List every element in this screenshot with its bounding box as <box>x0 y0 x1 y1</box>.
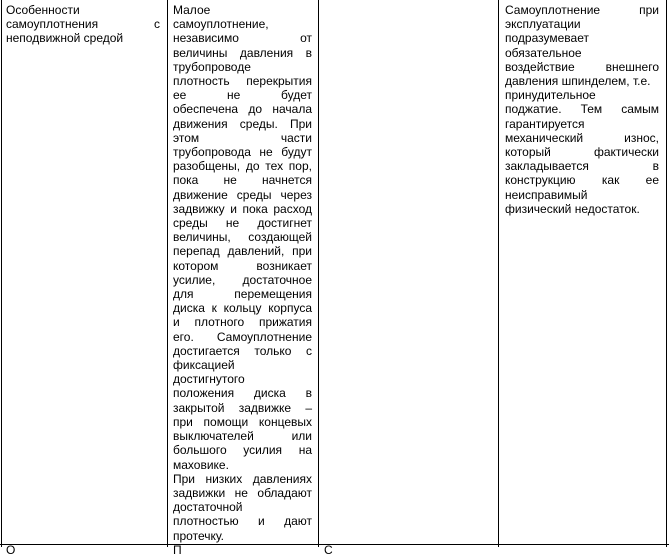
cell-line: который фактически <box>505 145 659 160</box>
cell-line: обеспечена до начала <box>173 102 312 117</box>
cell-line: трубопроводе <box>173 59 251 74</box>
cell-line: неподвижной средой <box>6 31 124 46</box>
next-row-fragment: С <box>324 543 333 557</box>
cell-line: независимо от <box>173 31 312 46</box>
cell-line: перепад давлений, при <box>173 244 312 259</box>
cell-line: давления шпинделем, т.е. <box>505 74 651 89</box>
cell-col1 <box>6 3 160 46</box>
table-border-left <box>1 0 2 547</box>
cell-line: подразумевает <box>505 31 589 46</box>
cell-line: движения среды. При <box>173 116 312 131</box>
cell-line: движение среды через <box>173 187 312 202</box>
cell-line: этом части <box>173 130 312 145</box>
cell-line: протечку. <box>173 528 224 543</box>
cell-line: величины, создающей <box>173 230 312 245</box>
column-divider-3 <box>498 0 499 547</box>
cell-line: положения диска в <box>173 386 312 401</box>
cell-line: при помощи концевых <box>173 414 312 429</box>
cell-line: Особенности самоуплотнения с <box>6 3 160 32</box>
cell-line: разобщены, до тех пор, <box>173 159 312 174</box>
column-divider-1 <box>167 0 168 547</box>
cell-line: принудительное <box>505 88 596 103</box>
cell-line: механический износ, <box>505 130 659 145</box>
cell-line: для перемещения <box>173 287 312 302</box>
cell-line: неисправимый <box>505 187 588 202</box>
row-divider <box>0 544 669 545</box>
cell-line: задвижку и пока расход <box>173 201 312 216</box>
cell-line: Самоуплотнение при <box>505 3 659 17</box>
cell-line: диска к кольцу корпуса <box>173 301 312 316</box>
column-divider-2 <box>318 0 319 547</box>
cell-line: большого усилия на <box>173 443 312 458</box>
cell-line: физический недостаток. <box>505 201 640 216</box>
cell-line: задвижки не обладают <box>173 485 312 500</box>
cell-line: Малое <box>173 3 211 17</box>
table-border-right <box>666 0 667 547</box>
cell-col2 <box>173 3 312 543</box>
cell-line: и плотного прижатия <box>173 315 312 330</box>
cell-line: усилие, достаточное <box>173 272 312 287</box>
cell-line: выключателей или <box>173 429 312 444</box>
cell-line: ее не будет <box>173 88 312 103</box>
cell-line: гарантируется <box>505 116 585 131</box>
cell-line: самоуплотнение, <box>173 17 269 32</box>
cell-line: маховике. <box>173 457 229 472</box>
cell-line: достигнутого <box>173 372 245 387</box>
cell-line: трубопровода не будут <box>173 145 312 160</box>
cell-line: воздействие внешнего <box>505 59 659 74</box>
cell-line: обязательное <box>505 45 582 60</box>
cell-col4 <box>505 3 659 216</box>
cell-line: достаточной <box>173 500 243 515</box>
cell-line: пока не начнется <box>173 173 312 188</box>
cell-line: плотностью и дают <box>173 514 312 529</box>
cell-line: закладывается в <box>505 159 659 174</box>
cell-line: конструкцию как ее <box>505 173 659 188</box>
next-row-fragment: П <box>173 543 182 557</box>
next-row-fragment: О <box>6 543 16 557</box>
cell-line: закрытой задвижке – <box>173 400 312 415</box>
cell-line: эксплуатации <box>505 17 581 32</box>
cell-line: среды не достигнет <box>173 216 312 231</box>
cell-line: его. Самоуплотнение <box>173 329 312 344</box>
cell-line: плотность перекрытия <box>173 74 312 89</box>
cell-line: поджатие. Тем самым <box>505 102 659 117</box>
cell-line: котором возникает <box>173 258 312 273</box>
cell-line: При низких давлениях <box>173 471 312 486</box>
cell-line: фиксацией <box>173 358 235 373</box>
cell-line: достигается только с <box>173 343 312 358</box>
cell-line: величины давления в <box>173 45 312 60</box>
